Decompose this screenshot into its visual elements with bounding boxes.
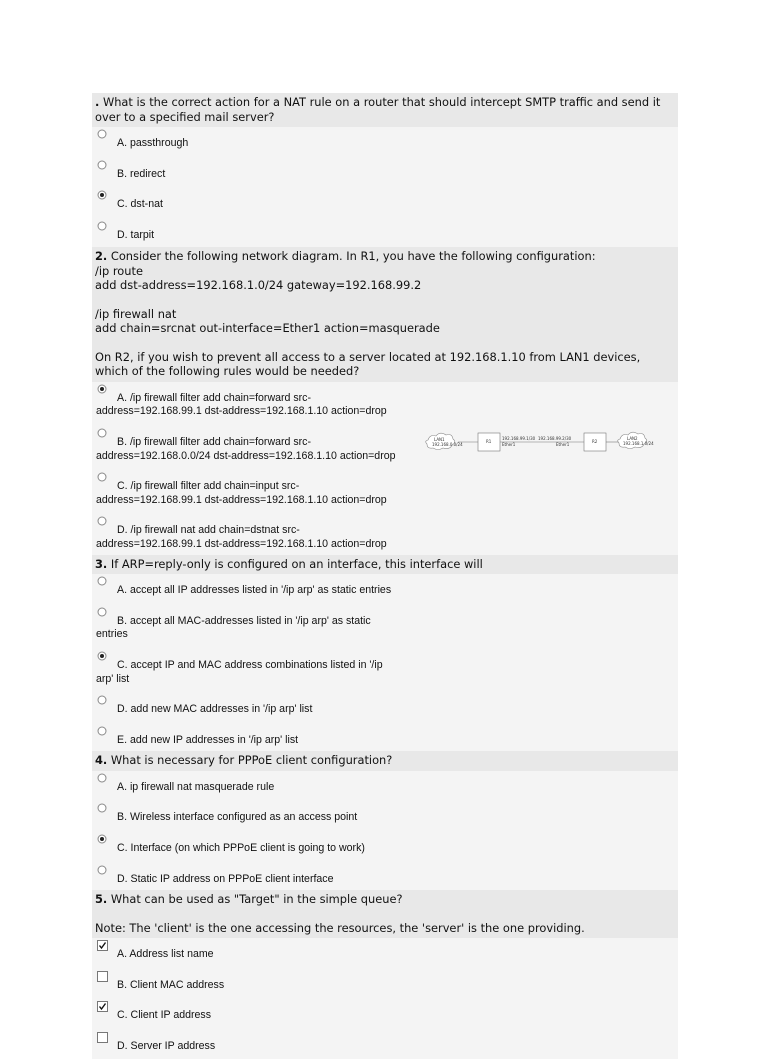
question-note: Note: The 'client' is the one accessing the resources, the 'server' is the one providing. bbox=[95, 920, 585, 935]
radio-unselected-icon[interactable] bbox=[97, 726, 107, 736]
question-2 bbox=[92, 247, 678, 382]
network-diagram bbox=[422, 430, 658, 454]
options-q4 bbox=[92, 771, 678, 890]
checkbox-checked-icon[interactable] bbox=[97, 940, 108, 951]
option-q5-b[interactable]: B. Client MAC address bbox=[92, 971, 678, 993]
option-q3-a[interactable]: A. accept all IP addresses listed in '/ip arp' as static entries bbox=[92, 576, 678, 598]
option-q4-d[interactable]: D. Static IP address on PPPoE client interface bbox=[92, 865, 678, 887]
option-q3-d[interactable]: D. add new MAC addresses in '/ip arp' list bbox=[92, 695, 678, 717]
radio-unselected-icon[interactable] bbox=[97, 773, 107, 783]
option-q1-b[interactable]: B. redirect bbox=[92, 160, 678, 182]
lan2-network: 192.168.1.0/24 bbox=[623, 440, 654, 446]
question-3 bbox=[92, 555, 678, 575]
option-q3-e[interactable]: E. add new IP addresses in '/ip arp' list bbox=[92, 726, 678, 748]
question-number: 5. bbox=[95, 892, 108, 907]
checkbox-checked-icon[interactable] bbox=[97, 1001, 108, 1012]
option-q3-b[interactable]: B. accept all MAC-addresses listed in '/ip arp' as static entries bbox=[92, 607, 678, 642]
question-number: 4. bbox=[95, 753, 108, 768]
r1-interface: Ether1 bbox=[502, 441, 516, 447]
options-q3 bbox=[92, 574, 678, 751]
option-q4-c[interactable]: C. Interface (on which PPPoE client is going to work) bbox=[92, 834, 678, 856]
options-q1 bbox=[92, 127, 678, 247]
option-q1-a[interactable]: A. passthrough bbox=[92, 129, 678, 151]
option-q2-d[interactable]: D. /ip firewall nat add chain=dstnat src- address=192.168.99.1 dst-address=192.168.1.10 action=drop bbox=[92, 516, 678, 551]
r1-label: R1 bbox=[486, 438, 492, 444]
option-q2-b[interactable]: B. /ip firewall filter add chain=forward src- address=192.168.0.0/24 dst-address=192.168.1.10 action=drop bbox=[92, 428, 678, 463]
option-q2-a[interactable]: A. /ip firewall filter add chain=forward src- address=192.168.99.1 dst-address=192.168.1.10 action=drop bbox=[92, 384, 678, 419]
radio-selected-icon[interactable] bbox=[97, 190, 107, 200]
r2-interface: Ether1 bbox=[556, 441, 570, 447]
radio-unselected-icon[interactable] bbox=[97, 160, 107, 170]
lan2-label: LAN2 bbox=[627, 435, 638, 441]
question-text: What is necessary for PPPoE client configuration? bbox=[107, 753, 393, 768]
question-4 bbox=[92, 751, 678, 771]
lan1-label: LAN1 bbox=[434, 436, 445, 442]
option-q2-c[interactable]: C. /ip firewall filter add chain=input src- address=192.168.99.1 dst-address=192.168.1.10 action=drop bbox=[92, 472, 678, 507]
option-q1-c[interactable]: C. dst-nat bbox=[92, 190, 678, 212]
radio-selected-icon[interactable] bbox=[97, 834, 107, 844]
option-q4-b[interactable]: B. Wireless interface configured as an access point bbox=[92, 803, 678, 825]
config-nat: /ip firewall nat add chain=srcnat out-interface=Ether1 action=masquerade bbox=[95, 306, 440, 336]
quiz-sheet bbox=[92, 93, 678, 1059]
checkbox-unchecked-icon[interactable] bbox=[97, 1032, 108, 1043]
option-q1-d[interactable]: D. tarpit bbox=[92, 221, 678, 243]
config-route: /ip route add dst-address=192.168.1.0/24 gateway=192.168.99.2 bbox=[95, 263, 422, 293]
lan1-network: 192.168.0.0/24 bbox=[432, 441, 463, 447]
question-text: What can be used as "Target" in the simple queue? bbox=[107, 892, 403, 907]
option-q3-c[interactable]: C. accept IP and MAC address combinations listed in '/ip arp' list bbox=[92, 651, 678, 686]
question-number: 2. bbox=[95, 249, 108, 264]
r2-ip: 192.168.99.2/30 bbox=[538, 435, 572, 441]
radio-unselected-icon[interactable] bbox=[97, 129, 107, 139]
radio-selected-icon[interactable] bbox=[97, 651, 107, 661]
options-q2 bbox=[92, 382, 678, 555]
question-intro: Consider the following network diagram. In R1, you have the following configuration: bbox=[107, 249, 596, 264]
radio-unselected-icon[interactable] bbox=[97, 428, 107, 438]
question-text: On R2, if you wish to prevent all access to a server located at 192.168.1.10 from LAN1 devices, which of the following rules would be needed? bbox=[95, 349, 641, 379]
radio-unselected-icon[interactable] bbox=[97, 607, 107, 617]
option-q5-c[interactable]: C. Client IP address bbox=[92, 1001, 678, 1023]
question-text: If ARP=reply-only is configured on an interface, this interface will bbox=[107, 556, 483, 571]
radio-unselected-icon[interactable] bbox=[97, 803, 107, 813]
radio-unselected-icon[interactable] bbox=[97, 865, 107, 875]
radio-unselected-icon[interactable] bbox=[97, 695, 107, 705]
question-1 bbox=[92, 93, 678, 127]
question-number: 3. bbox=[95, 556, 108, 571]
option-q4-a[interactable]: A. ip firewall nat masquerade rule bbox=[92, 773, 678, 795]
radio-unselected-icon[interactable] bbox=[97, 221, 107, 231]
options-q5 bbox=[92, 938, 678, 1058]
radio-unselected-icon[interactable] bbox=[97, 516, 107, 526]
option-q5-d[interactable]: D. Server IP address bbox=[92, 1032, 678, 1054]
question-number: . bbox=[95, 95, 100, 109]
radio-unselected-icon[interactable] bbox=[97, 472, 107, 482]
question-5 bbox=[92, 890, 678, 938]
radio-selected-icon[interactable] bbox=[97, 384, 107, 394]
checkbox-unchecked-icon[interactable] bbox=[97, 971, 108, 982]
r1-ip: 192.168.99.1/30 bbox=[502, 435, 536, 441]
option-q5-a[interactable]: A. Address list name bbox=[92, 940, 678, 962]
radio-unselected-icon[interactable] bbox=[97, 576, 107, 586]
r2-label: R2 bbox=[592, 438, 598, 444]
question-text: What is the correct action for a NAT rule on a router that should intercept SMTP traffic and send it over to a specified mail server? bbox=[95, 95, 661, 124]
